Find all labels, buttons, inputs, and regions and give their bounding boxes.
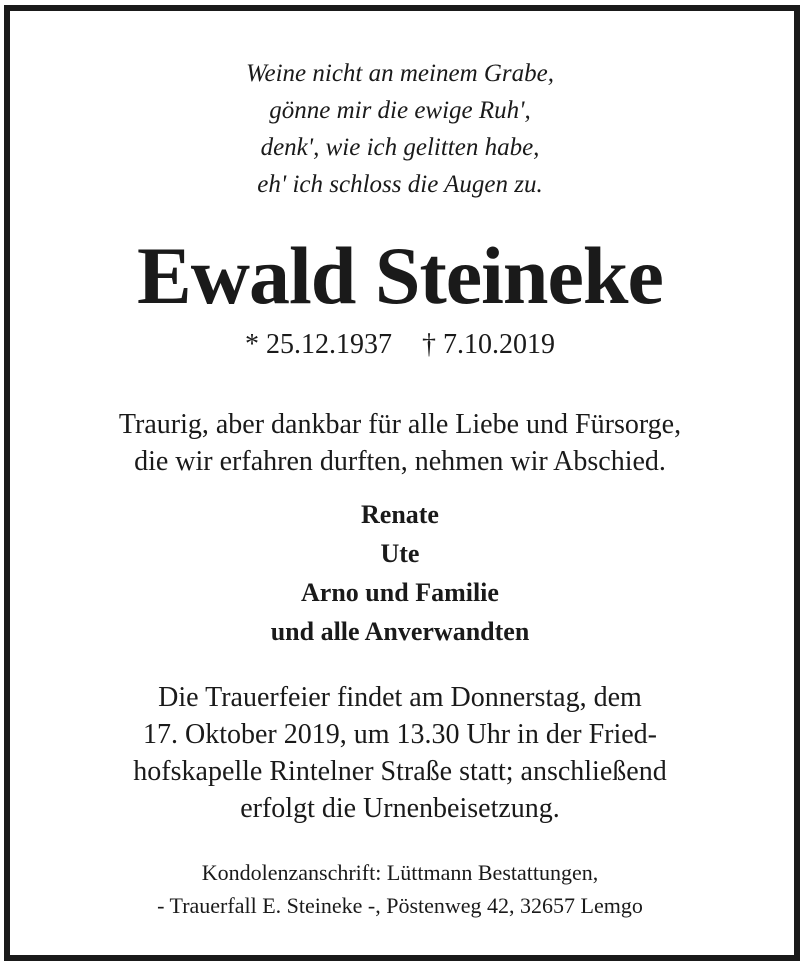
message-line: Traurig, aber dankbar für alle Liebe und Fürsorge, [118,409,682,440]
contact-line: - Trauerfall E. Steineke -, Pöstenweg 42, 32657 Lemgo [157,893,643,918]
poem-line: gönne mir die ewige Ruh', [269,97,531,124]
service-line: Die Trauerfeier findet am Donnerstag, dem [158,682,642,713]
mourner-name: Arno und Familie [301,578,499,607]
life-dates [10,327,790,363]
funeral-service-info [10,679,790,827]
mourner-name: Ute [380,539,420,568]
condolence-address [10,856,790,922]
service-line: hofskapelle Rintelner Straße statt; anschließend [133,756,667,787]
message-line: die wir erfahren durften, nehmen wir Abschied. [134,446,666,477]
deceased-name: Ewald Steineke [137,230,663,321]
service-line: 17. Oktober 2019, um 13.30 Uhr in der Fried- [142,719,658,750]
death-date: † 7.10.2019 [422,329,555,360]
poem-line: denk', wie ich gelitten habe, [260,134,540,161]
mourners-list [10,495,790,651]
poem-line: Weine nicht an meinem Grabe, [245,60,555,87]
birth-date: * 25.12.1937 [245,329,392,360]
poem [10,55,790,203]
contact-line: Kondolenzanschrift: Lüttmann Bestattungen, [201,860,599,885]
mourner-name: und alle Anverwandten [270,617,530,646]
mourner-name: Renate [361,500,439,529]
poem-line: eh' ich schloss die Augen zu. [257,171,543,198]
service-line: erfolgt die Urnenbeisetzung. [240,793,560,824]
farewell-message [10,406,790,480]
